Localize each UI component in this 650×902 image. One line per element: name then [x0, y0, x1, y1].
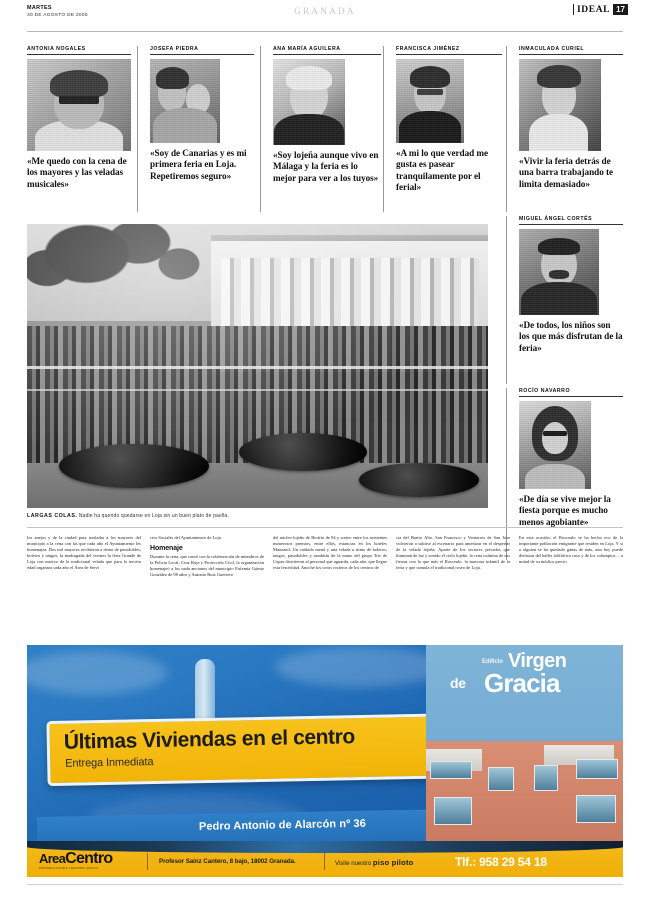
vox-name: INMACULADA CURIEL [519, 46, 585, 52]
advertiser-tagline: PROMOCIONES INMOBILIARIAS [39, 866, 99, 870]
portrait-render [519, 59, 601, 151]
photo-caption [27, 513, 488, 519]
portrait-render [150, 59, 220, 143]
vox-quote: «Vivir la feria detrás de una barra trabajando te limita demasiado» [519, 156, 614, 189]
ad-address: Profesor Sainz Cantero, 8 bajo, 18002 Granada. [159, 858, 296, 865]
vox-quote: «Soy de Canarias y es mi primera feria en Loja. Repetiremos seguro» [150, 148, 247, 181]
vox-name-rule [519, 396, 623, 397]
ad-cloud [275, 647, 445, 687]
masthead-section: GRANADA [294, 6, 356, 16]
article-subheading: Homenaje [150, 545, 183, 553]
ad-building-window [430, 761, 472, 779]
ad-cloud [27, 651, 167, 695]
vox-name: ROCÍO NAVARRO [519, 388, 571, 394]
ad-building-window [576, 795, 616, 823]
ad-building-window [534, 765, 558, 791]
article-column-1 [27, 535, 141, 571]
article-column-4 [396, 535, 510, 571]
vox-card-antonia-nogales[interactable] [27, 46, 131, 190]
ad-road-curve [27, 841, 623, 853]
ad-building-name-de: de [450, 675, 466, 691]
ad-visit-text [335, 858, 414, 867]
vox-name: FRANCISCA JIMÉNEZ [396, 46, 460, 52]
ad-visit-prefix: Visite nuestro [335, 861, 372, 867]
masthead-date: 30 DE AGOSTO DE 2005 [27, 12, 88, 18]
ad-edificio-label: Edificio [482, 659, 503, 665]
article-body [27, 535, 623, 635]
vox-portrait-photo [150, 59, 220, 143]
article-column-5 [519, 535, 623, 565]
ad-phone-number[interactable]: Tlf.: 958 29 54 18 [455, 855, 547, 869]
vox-name: MIGUEL ÁNGEL CORTÉS [519, 216, 593, 222]
vox-portrait-photo [519, 401, 591, 489]
portrait-render [273, 59, 345, 145]
logo-area: Area [39, 851, 66, 866]
masthead-weekday: MARTES [27, 5, 52, 11]
masthead-divider [27, 31, 623, 32]
article-paragraph: cios Sociales del Ayuntamiento de Loja. [150, 535, 222, 540]
brand-rule [573, 4, 574, 15]
photo-light-glow [27, 224, 488, 508]
vox-name-rule [519, 54, 623, 55]
vox-name-rule [519, 224, 623, 225]
vox-portrait-photo [273, 59, 345, 145]
column-rule [506, 46, 507, 212]
vox-portrait-photo [396, 59, 464, 143]
ad-sign-subline: Entrega Inmediata [65, 756, 154, 770]
masthead [0, 0, 650, 26]
caption-divider [27, 527, 623, 528]
advertisement[interactable] [27, 645, 623, 877]
vox-name-rule [396, 54, 502, 55]
article-paragraph: Durante la cena, que contó con la colaboración de miembros de la Policía Local, Cruz Roja y Protección Civil, la organización homenajeó a los nada ancianos del municipio Eufemia Gómiz González de 98 años y Antonio Ruiz Guerrero [150, 554, 264, 578]
article-paragraph: cia del Barrio Alto, San Francisco y Ventorros de San Jose volvieron a subirse al escenario para amenizar en el despertar de la velada lojeña. Aparte de los sectores privados que iluminan de luz y sonido el cielo lojeño, la cena culmina de sus fiestas con la que más el Rosceulo, la mascota infantil de la feria y que cumula el tradicional roseo de Loja. [396, 535, 510, 571]
column-rule [383, 46, 384, 212]
portrait-render [519, 401, 591, 489]
ad-building-name-line2: Gracia [484, 668, 560, 698]
main-article-photo [27, 224, 488, 508]
ad-footer-bar [27, 847, 623, 877]
vox-name: JOSEFA PIEDRA [150, 46, 199, 52]
advertiser-logo[interactable] [39, 852, 112, 870]
masthead-brand-block [573, 4, 628, 15]
vox-name: ANA MARÍA AGUILERA [273, 46, 341, 52]
advertiser-logo-text [39, 852, 112, 865]
column-rule [137, 46, 138, 212]
ad-building-name-line1: Virgen [508, 650, 567, 672]
page-footer-rule [27, 884, 623, 885]
portrait-render [27, 59, 131, 151]
vox-card-francisca-jimenez[interactable] [396, 46, 502, 194]
vox-name: ANTONIA NOGALES [27, 46, 86, 52]
ad-street-text: Pedro Antonio de Alarcón nº 36 [198, 817, 366, 833]
page-number-badge: 17 [613, 4, 628, 15]
ad-building-window [488, 767, 514, 791]
vox-quote: «De día se vive mejor la fiesta porque es mucho menos agobiante» [519, 494, 611, 527]
column-rule [506, 216, 507, 384]
vox-name-rule [27, 54, 131, 55]
vox-quote: «Me quedo con la cena de los mayores y las veladas musicales» [27, 156, 127, 189]
vox-quote: «De todos, los niños son los que más disfrutan de la feria» [519, 320, 623, 353]
ad-road-sign [46, 713, 473, 786]
ad-sign-headline: Últimas Viviendas en el centro [63, 725, 356, 754]
article-paragraph: del núcleo lojeño de Riofrío de 94 y sorteo entre los asistentes numerosos premios, entre ellos, estancias en los hoteles Manzanil. Un cuidado menú y una velada a ritmo de boleros, tangos, pasodobles y rumbitas de la mano del grupo Tris de Copas divirtieron al personal que aguarda, cada año, que llegue esta festividad. Anoche los coros rocieros de los centros de [273, 535, 387, 571]
vox-name-rule [150, 54, 254, 55]
ad-footer-divider [147, 853, 148, 870]
ad-footer-divider [324, 853, 325, 870]
ad-visit-strong: piso piloto [372, 858, 414, 867]
ad-sky-background [27, 645, 426, 847]
article-paragraph: En esta ocasión, el Rosceulo se ha hecho eco de la importante población emigrante que residen en Loja. Y si a alguien se ha quedado ganas de más, aún hoy puede disfrutar del ballet folklórico ruso y de los columpios… a mitad de su módico precio. [519, 535, 623, 565]
caption-text: Nadie ha querido quedarse en Loja sin un buen plato de paella. [78, 513, 229, 519]
vox-quote: «Soy lojeña aunque vivo en Málaga y la feria es lo mejor para ver a los tuyos» [273, 150, 379, 183]
ad-building-window [576, 759, 618, 779]
brand-name: IDEAL [577, 4, 611, 15]
vox-card-josefa-piedra[interactable] [150, 46, 254, 182]
caption-lead: LARGAS COLAS. [27, 513, 78, 519]
vox-portrait-photo [27, 59, 131, 151]
vox-name-rule [273, 54, 381, 55]
ad-building-photo [426, 645, 623, 847]
vox-card-inmaculada-curiel[interactable] [519, 46, 623, 190]
portrait-render [396, 59, 464, 143]
article-column-2 [150, 535, 264, 578]
article-column-3 [273, 535, 387, 571]
vox-portrait-photo [519, 229, 599, 315]
vox-portrait-photo [519, 59, 601, 151]
portrait-render [519, 229, 599, 315]
vox-card-ana-maria-aguilera[interactable] [273, 46, 381, 184]
vox-card-miguel-angel-cortes[interactable] [519, 216, 623, 354]
column-rule [260, 46, 261, 212]
ad-building-window [434, 797, 472, 825]
article-paragraph: los anejos y de la ciudad para trasladar a los mayores del municipio a la cena con las que cada año el Ayuntamiento les homenajea. Dos mil mayores recibieron a ritmo de pasodobles, boleros y tangos, la madrugada del viernes la feria Grande de Loja con motivo de la tradicional velada que para la tercera edad organiza cada año el Área de Servi [27, 535, 141, 571]
vox-quote: «A mi lo que verdad me gusta es pasear tranquilamente por el ferial» [396, 148, 489, 193]
logo-centro: Centro [65, 850, 113, 867]
vox-card-rocio-navarro[interactable] [519, 388, 623, 528]
